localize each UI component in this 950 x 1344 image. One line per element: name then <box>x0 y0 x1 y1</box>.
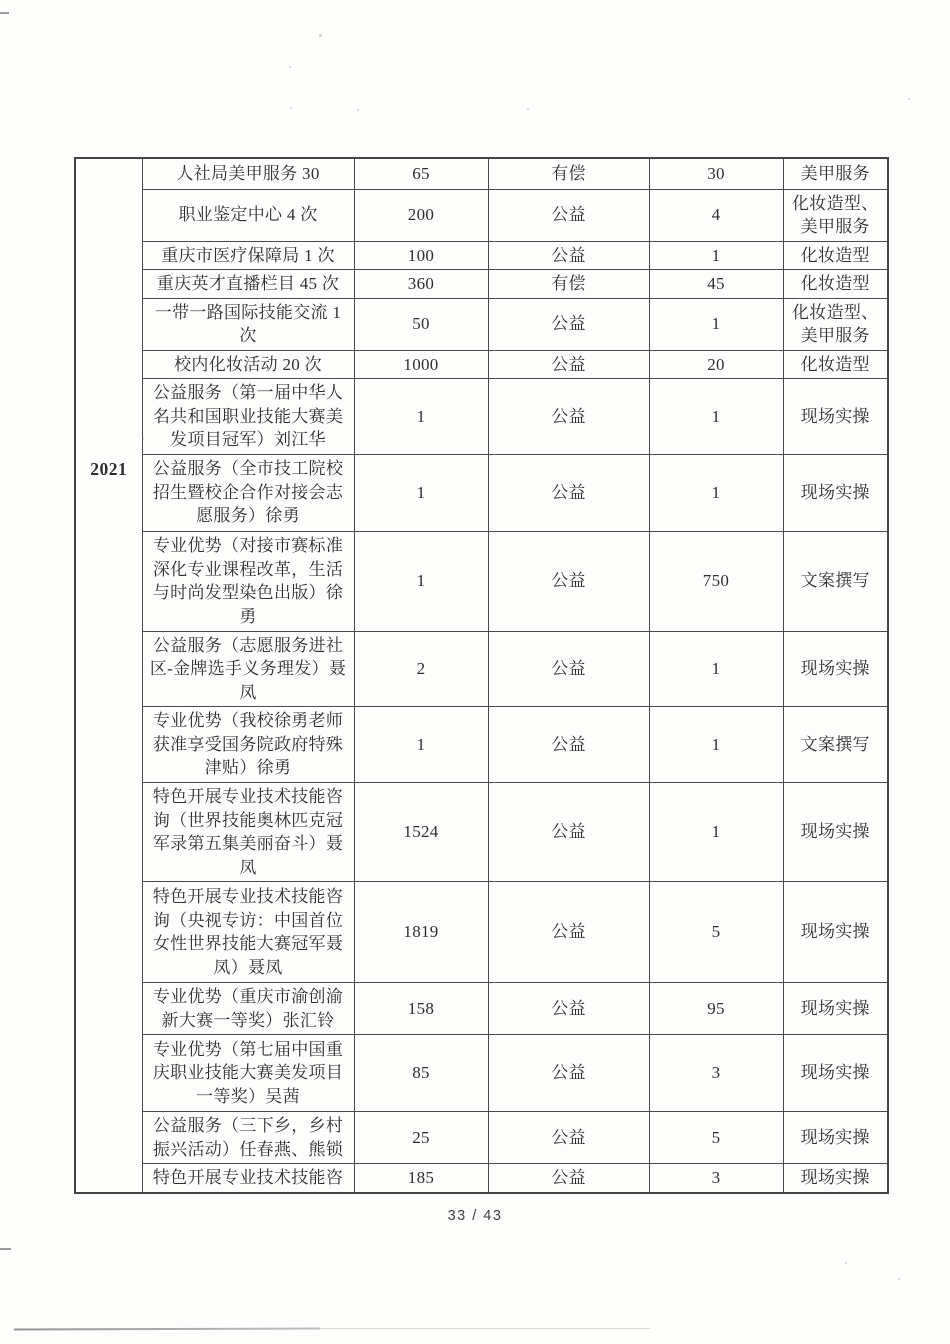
cell-category: 化妆造型、美甲服务 <box>783 298 888 350</box>
table-row <box>75 1164 888 1193</box>
cell-category: 化妆造型 <box>783 350 888 379</box>
table-row <box>75 1112 888 1164</box>
cell-category: 化妆造型 <box>783 241 888 270</box>
cell-sessions: 45 <box>649 270 783 299</box>
cell-sessions: 20 <box>649 350 783 379</box>
cell-participants: 2 <box>354 631 488 707</box>
cell-category: 现场实操 <box>783 454 888 531</box>
cell-category: 化妆造型 <box>783 270 888 299</box>
table-row <box>75 350 888 379</box>
cell-nature: 公益 <box>488 783 649 882</box>
cell-sessions: 95 <box>649 983 783 1035</box>
cell-participants: 158 <box>354 983 488 1035</box>
cell-category: 现场实操 <box>783 783 888 882</box>
cell-participants: 1 <box>354 707 488 783</box>
cell-nature: 公益 <box>488 882 649 983</box>
page-number: 33 / 43 <box>447 1208 503 1224</box>
cell-activity: 专业优势（对接市赛标准深化专业课程改革，生活与时尚发型染色出版）徐勇 <box>142 531 354 631</box>
cell-category: 文案撰写 <box>783 707 888 783</box>
cell-sessions: 3 <box>649 1035 783 1112</box>
cell-nature: 公益 <box>488 379 649 455</box>
table-row <box>75 158 888 189</box>
scan-artifact-line <box>14 1327 320 1330</box>
table-row <box>75 298 888 350</box>
cell-participants: 1 <box>354 531 488 631</box>
cell-activity: 公益服务（第一届中华人名共和国职业技能大赛美发项目冠军）刘江华 <box>142 379 354 455</box>
cell-sessions: 750 <box>649 531 783 631</box>
scan-speck <box>357 109 359 111</box>
table-row <box>75 379 888 455</box>
cell-participants: 1524 <box>354 783 488 882</box>
table-row <box>75 241 888 270</box>
cell-nature: 公益 <box>488 1035 649 1112</box>
cell-sessions: 1 <box>649 241 783 270</box>
year-cell <box>75 158 142 1193</box>
table-row <box>75 631 888 707</box>
table-row <box>75 270 888 299</box>
scan-artifact-line-faint <box>320 1328 650 1329</box>
cell-activity: 公益服务（全市技工院校招生暨校企合作对接会志愿服务）徐勇 <box>142 454 354 531</box>
cell-participants: 360 <box>354 270 488 299</box>
cell-activity: 专业优势（我校徐勇老师获准享受国务院政府特殊津贴）徐勇 <box>142 707 354 783</box>
cell-category: 现场实操 <box>783 1112 888 1164</box>
scan-speck <box>898 1278 900 1280</box>
cell-sessions: 1 <box>649 379 783 455</box>
cell-sessions: 1 <box>649 298 783 350</box>
report-table <box>74 157 889 1194</box>
cell-nature: 公益 <box>488 189 649 241</box>
cell-nature: 公益 <box>488 350 649 379</box>
cell-nature: 公益 <box>488 1112 649 1164</box>
cell-activity: 专业优势（第七届中国重庆职业技能大赛美发项目一等奖）吴茜 <box>142 1035 354 1112</box>
cell-activity: 人社局美甲服务 30 <box>142 158 354 189</box>
cell-nature: 有偿 <box>488 158 649 189</box>
cell-sessions: 1 <box>649 454 783 531</box>
cell-category: 美甲服务 <box>783 158 888 189</box>
scan-edge-mark <box>0 12 9 14</box>
cell-sessions: 30 <box>649 158 783 189</box>
cell-participants: 1000 <box>354 350 488 379</box>
cell-activity: 专业优势（重庆市渝创渝新大赛一等奖）张汇铃 <box>142 983 354 1035</box>
report-table-body <box>75 158 888 1193</box>
cell-sessions: 1 <box>649 783 783 882</box>
cell-nature: 公益 <box>488 241 649 270</box>
cell-sessions: 4 <box>649 189 783 241</box>
cell-nature: 公益 <box>488 707 649 783</box>
cell-participants: 200 <box>354 189 488 241</box>
cell-activity: 重庆英才直播栏目 45 次 <box>142 270 354 299</box>
scan-speck <box>289 66 291 68</box>
cell-activity: 特色开展专业技术技能咨询（世界技能奥林匹克冠军录第五集美丽奋斗）聂凤 <box>142 783 354 882</box>
cell-category: 现场实操 <box>783 882 888 983</box>
cell-category: 现场实操 <box>783 983 888 1035</box>
cell-activity: 特色开展专业技术技能咨 <box>142 1164 354 1193</box>
table-row <box>75 783 888 882</box>
table-row <box>75 454 888 531</box>
cell-category: 文案撰写 <box>783 531 888 631</box>
scan-speck <box>319 34 322 37</box>
cell-category: 现场实操 <box>783 1035 888 1112</box>
cell-category: 现场实操 <box>783 631 888 707</box>
cell-participants: 100 <box>354 241 488 270</box>
cell-activity: 公益服务（三下乡，乡村振兴活动）任春燕、熊锁 <box>142 1112 354 1164</box>
cell-participants: 1819 <box>354 882 488 983</box>
table-row <box>75 189 888 241</box>
cell-sessions: 1 <box>649 707 783 783</box>
cell-participants: 50 <box>354 298 488 350</box>
cell-category: 现场实操 <box>783 379 888 455</box>
table-row <box>75 983 888 1035</box>
scan-speck <box>290 107 292 109</box>
cell-participants: 1 <box>354 454 488 531</box>
cell-sessions: 5 <box>649 882 783 983</box>
cell-category: 现场实操 <box>783 1164 888 1193</box>
cell-participants: 185 <box>354 1164 488 1193</box>
cell-activity: 职业鉴定中心 4 次 <box>142 189 354 241</box>
cell-participants: 25 <box>354 1112 488 1164</box>
cell-sessions: 1 <box>649 631 783 707</box>
cell-nature: 公益 <box>488 531 649 631</box>
cell-nature: 公益 <box>488 298 649 350</box>
cell-category: 化妆造型、美甲服务 <box>783 189 888 241</box>
cell-activity: 公益服务（志愿服务进社区-金牌选手义务理发）聂凤 <box>142 631 354 707</box>
scan-speck <box>142 438 144 440</box>
cell-activity: 重庆市医疗保障局 1 次 <box>142 241 354 270</box>
table-row <box>75 882 888 983</box>
cell-nature: 有偿 <box>488 270 649 299</box>
table-row <box>75 1035 888 1112</box>
cell-nature: 公益 <box>488 983 649 1035</box>
scan-edge-mark <box>0 1248 11 1250</box>
cell-nature: 公益 <box>488 454 649 531</box>
table-row <box>75 707 888 783</box>
cell-nature: 公益 <box>488 1164 649 1193</box>
cell-nature: 公益 <box>488 631 649 707</box>
cell-participants: 85 <box>354 1035 488 1112</box>
cell-sessions: 5 <box>649 1112 783 1164</box>
year-label: 2021 <box>90 459 128 479</box>
scan-speck <box>527 108 529 110</box>
cell-participants: 65 <box>354 158 488 189</box>
cell-participants: 1 <box>354 379 488 455</box>
cell-activity: 校内化妆活动 20 次 <box>142 350 354 379</box>
scan-speck <box>845 1262 847 1264</box>
cell-activity: 特色开展专业技术技能咨询（央视专访：中国首位女性世界技能大赛冠军聂凤）聂凤 <box>142 882 354 983</box>
table-row <box>75 531 888 631</box>
cell-sessions: 3 <box>649 1164 783 1193</box>
cell-activity: 一带一路国际技能交流 1 次 <box>142 298 354 350</box>
scan-speck <box>908 98 910 100</box>
